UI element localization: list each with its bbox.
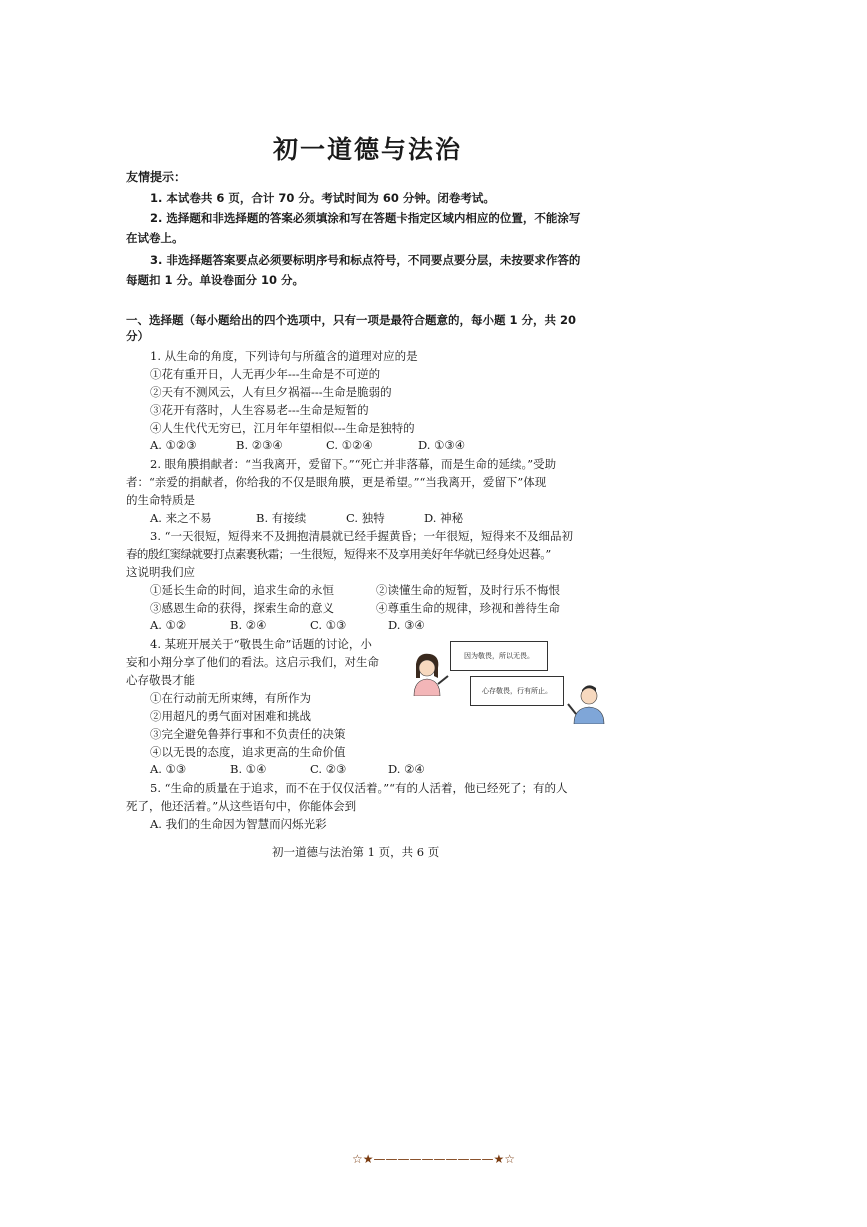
statement-item: ②天有不测风云，人有旦夕祸福---生命是脆弱的 [150,385,392,399]
question-stem: 者：“亲爱的捐献者，你给我的不仅是眼角膜，更是希望。”“当我离开，爱留下”体现 [126,475,547,489]
answer-option: B. 有接续 [256,511,307,525]
statement-item: ③感恩生命的获得，探索生命的意义 [150,601,334,615]
answer-option: C. 独特 [346,511,385,525]
speech-bubble-text: 因为敬畏，所以无畏。 [464,652,534,660]
statement-item: ①延长生命的时间，追求生命的永恒 [150,583,334,597]
question-stem: 的生命特质是 [126,493,195,507]
answer-option: D. ③④ [388,618,425,632]
tip-line: 每题扣 1 分。单设卷面分 10 分。 [126,273,305,287]
statement-item: ①花有重开日，人无再少年---生命是不可逆的 [150,367,381,381]
page-title: 初一道德与法治 [272,135,462,164]
decorative-star-divider: ☆★——————————★☆ [351,1152,516,1166]
question-stem: 3. “一天很短，短得来不及拥抱清晨就已经手握黄昏；一年很短，短得来不及细品初 [150,529,574,543]
answer-option: B. ②③④ [236,438,283,452]
answer-option: B. ①④ [230,762,267,776]
boy-student-illustration [566,682,612,724]
page-number-footer: 初一道德与法治第 1 页，共 6 页 [272,845,440,859]
speech-bubble-left [450,641,548,671]
question-stem: 2. 眼角膜捐献者：“当我离开，爱留下。”“死亡并非落幕，而是生命的延续。”受助 [150,457,557,471]
section-heading: 分） [126,329,149,343]
question-stem: 4. 某班开展关于“敬畏生命”话题的讨论，小 [150,637,372,651]
answer-option: C. ①②④ [326,438,373,452]
girl-student-illustration [404,650,450,696]
answer-option: C. ①③ [310,618,347,632]
statement-item: ④以无畏的态度，追求更高的生命价值 [150,745,346,759]
statement-item: ②读懂生命的短暂，及时行乐不悔恨 [376,583,560,597]
section-heading: 一、选择题（每小题给出的四个选项中，只有一项是最符合题意的，每小题 1 分，共 20 [126,313,577,327]
statement-item: ④人生代代无穷已，江月年年望相似---生命是独特的 [150,421,415,435]
question-stem: 春的殷红窦绿就要打点素裹秋霜；一生很短，短得来不及享用美好年华就已经身处迟暮。” [126,547,551,561]
question-stem: 死了，他还活着。”从这些语句中，你能体会到 [126,799,357,813]
tip-line: 在试卷上。 [126,231,184,245]
question-stem: 这说明我们应 [126,565,195,579]
answer-option: D. 神秘 [424,511,464,525]
statement-item: ③花开有落时，人生容易老---生命是短暂的 [150,403,369,417]
answer-option: A. 来之不易 [150,511,212,525]
question-stem: 1. 从生命的角度，下列诗句与所蕴含的道理对应的是 [150,349,418,363]
statement-item: ③完全避免鲁莽行事和不负责任的决策 [150,727,346,741]
question-stem: 妄和小翔分享了他们的看法。这启示我们，对生命 [126,655,379,669]
answer-option: A. 我们的生命因为智慧而闪烁光彩 [150,817,327,831]
speech-bubble-text: 心存敬畏，行有所止。 [482,687,552,695]
tip-line: 2. 选择题和非选择题的答案必须填涂和写在答题卡指定区域内相应的位置，不能涂写 [150,211,581,225]
answer-option: A. ①② [150,618,187,632]
answer-option: B. ②④ [230,618,267,632]
question-stem: 心存敬畏才能 [126,673,195,687]
answer-option: A. ①②③ [150,438,197,452]
answer-option: A. ①③ [150,762,187,776]
answer-option: D. ①③④ [418,438,466,452]
answer-option: D. ②④ [388,762,425,776]
tip-line: 1. 本试卷共 6 页，合计 70 分。考试时间为 60 分钟。闭卷考试。 [150,191,495,205]
speech-bubble-right [470,676,564,706]
answer-option: C. ②③ [310,762,347,776]
statement-item: ①在行动前无所束缚，有所作为 [150,691,311,705]
statement-item: ④尊重生命的规律，珍视和善待生命 [376,601,560,615]
statement-item: ②用超凡的勇气面对困难和挑战 [150,709,311,723]
question-stem: 5. “生命的质量在于追求，而不在于仅仅活着。”“有的人活着，他已经死了；有的人 [150,781,568,795]
tip-line: 3. 非选择题答案要点必须要标明序号和标点符号，不同要点要分层，未按要求作答的 [150,253,581,267]
tips-heading: 友情提示： [126,170,187,184]
